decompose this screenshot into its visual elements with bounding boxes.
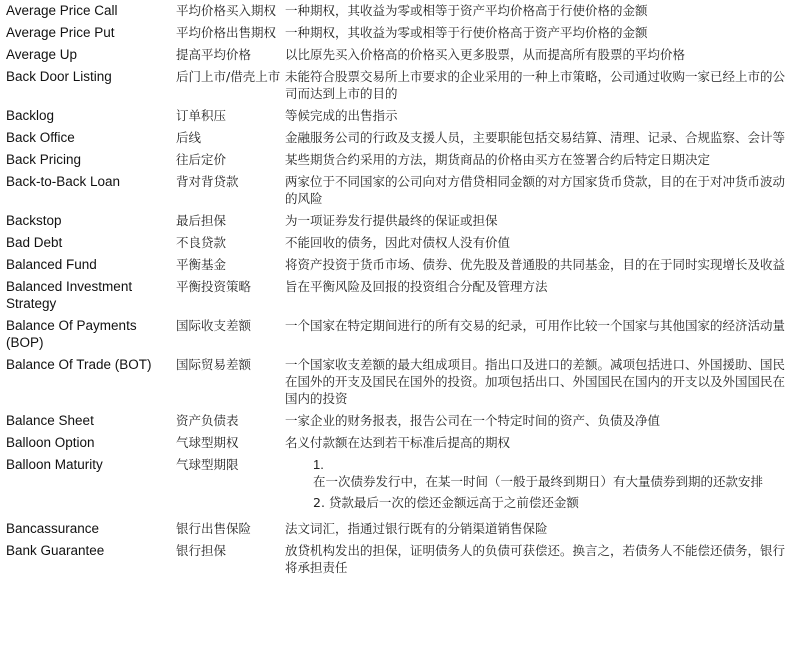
term-chinese: 平均价格出售期权 [176,25,277,40]
term-chinese: 最后担保 [176,213,227,228]
subitem-number: 1. [313,457,324,472]
term-english: Back Pricing [6,152,82,167]
term-definition: 放贷机构发出的担保，证明债务人的负债可获偿还。换言之，若债务人不能偿还债务，银行将承担责任 [285,543,786,575]
glossary-row [0,540,806,579]
term-definition: 未能符合股票交易所上市要求的企业采用的一种上市策略，公司通过收购一家已经上市的公司而达到上市的目的 [285,69,786,101]
glossary-row [0,22,806,44]
term-english: Balanced Fund [6,257,97,272]
term-english: Average Up [6,47,78,62]
glossary-row [0,210,806,232]
definition-subitem [285,456,794,490]
term-definition: 旨在平衡风险及回报的投资组合分配及管理方法 [285,279,548,294]
glossary-row [0,127,806,149]
term-english: Balanced Investment Strategy [6,279,133,311]
term-english: Bad Debt [6,235,63,250]
term-definition: 两家位于不同国家的公司向对方借贷相同金额的对方国家货币贷款，目的在于对冲货币波动的风险 [285,174,786,206]
term-chinese: 平衡投资策略 [176,279,252,294]
term-definition: 名义付款额在达到若干标准后提高的期权 [285,435,511,450]
term-chinese: 背对背贷款 [176,174,239,189]
term-definition: 不能回收的债务，因此对债权人没有价值 [285,235,511,250]
definition-subitem [285,494,794,511]
term-chinese: 不良贷款 [176,235,227,250]
glossary-row [0,44,806,66]
term-definition: 一个国家在特定期间进行的所有交易的纪录，可用作比较一个国家与其他国家的经济活动量 [285,318,786,333]
glossary-row [0,254,806,276]
term-chinese: 提高平均价格 [176,47,252,62]
glossary-row [0,149,806,171]
term-definition: 法文词汇，指通过银行既有的分销渠道销售保险 [285,521,548,536]
term-chinese: 后线 [176,130,202,145]
glossary-row [0,276,806,315]
term-chinese: 订单积压 [176,108,227,123]
glossary-row [0,105,806,127]
term-definition: 一个国家收支差额的最大组成项目。指出口及进口的差额。减项包括进口、外国援助、国民在国外的开支及国民在国外的投资。加项包括出口、外国国民在国内的开支以及外国国民在国内的投资 [285,357,786,406]
term-english: Back-to-Back Loan [6,174,121,189]
glossary-row [0,518,806,540]
term-english: Average Price Call [6,3,118,18]
term-english: Balloon Option [6,435,95,450]
glossary-row [0,171,806,210]
term-definition: 以比原先买入价格高的价格买入更多股票，从而提高所有股票的平均价格 [285,47,686,62]
glossary-row [0,410,806,432]
term-definition: 一种期权，其收益为零或相等于资产平均价格高于行使价格的金额 [285,3,648,18]
term-chinese: 国际收支差额 [176,318,252,333]
glossary-row [0,0,806,22]
term-chinese: 平衡基金 [176,257,227,272]
term-chinese: 往后定价 [176,152,227,167]
term-definition: 一家企业的财务报表，报告公司在一个特定时间的资产、负债及净值 [285,413,661,428]
term-chinese: 银行担保 [176,543,227,558]
term-chinese: 国际贸易差额 [176,357,252,372]
term-english: Backlog [6,108,55,123]
glossary-row [0,66,806,105]
term-chinese: 平均价格买入期权 [176,3,277,18]
term-chinese: 气球型期限 [176,457,239,472]
term-definition: 等候完成的出售指示 [285,108,398,123]
term-chinese: 资产负债表 [176,413,239,428]
subitem-text: 在一次债券发行中，在某一时间（一般于最终到期日）有大量债券到期的还款安排 [313,474,764,489]
term-definition: 某些期货合约采用的方法，期货商品的价格由买方在签署合约后特定日期决定 [285,152,711,167]
term-definition: 金融服务公司的行政及支援人员，主要职能包括交易结算、清理、记录、合规监察、会计等 [285,130,786,145]
term-english: Balance Sheet [6,413,94,428]
term-english: Balance Of Payments (BOP) [6,318,137,350]
term-english: Balloon Maturity [6,457,103,472]
term-definition: 一种期权，其收益为零或相等于行使价格高于资产平均价格的金额 [285,25,648,40]
term-english: Average Price Put [6,25,115,40]
subitem-text: 2. 贷款最后一次的偿还金额远高于之前偿还金额 [313,495,579,510]
term-chinese: 气球型期权 [176,435,239,450]
term-chinese: 银行出售保险 [176,521,252,536]
glossary-row [0,354,806,410]
term-english: Back Office [6,130,75,145]
term-definition: 将资产投资于货币市场、债券、优先股及普通股的共同基金，目的在于同时实现增长及收益 [285,257,786,272]
glossary-row [0,432,806,454]
term-chinese: 后门上市/借壳上市 [176,69,281,84]
term-english: Bank Guarantee [6,543,105,558]
glossary-row [0,232,806,254]
term-english: Backstop [6,213,62,228]
glossary-row [0,454,806,518]
term-definition: 为一项证券发行提供最终的保证或担保 [285,213,498,228]
term-english: Back Door Listing [6,69,112,84]
term-english: Balance Of Trade (BOT) [6,357,152,372]
term-definition [285,454,806,518]
glossary-row [0,315,806,354]
term-english: Bancassurance [6,521,100,536]
